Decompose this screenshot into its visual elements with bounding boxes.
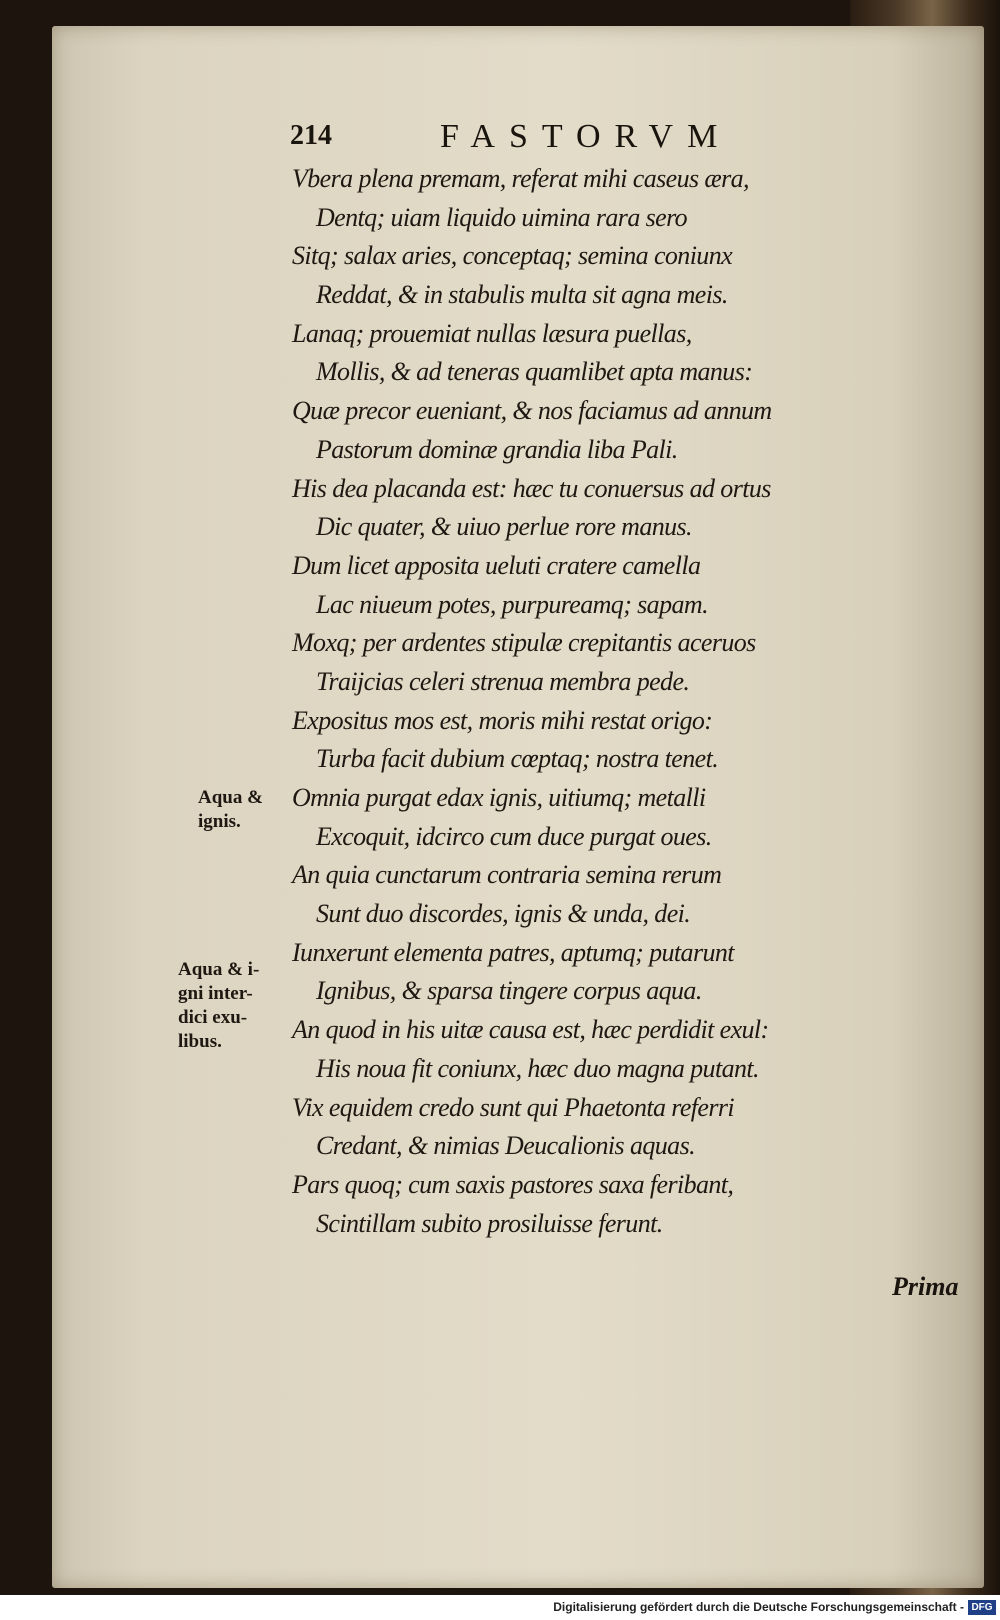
margin-note-line: gni inter- [178,983,253,1004]
verse-line: Moxq; per ardentes stipulæ crepitantis aceruos [292,628,756,658]
verse-line: Pars quoq; cum saxis pastores saxa feribant, [292,1169,734,1199]
margin-note-aqua-ignis [198,786,263,834]
verse-line: Mollis, & ad teneras quamlibet apta manus: [316,357,753,387]
verse-line: Vbera plena premam, referat mihi caseus æra, [292,164,749,193]
verse-line: Credant, & nimias Deucalionis aquas. [316,1131,695,1161]
verse-line: Dic quater, & uiuo perlue rore manus. [316,512,692,542]
verse-line: Expositus mos est, moris mihi restat origo: [292,705,713,735]
margin-note-aqua-igni-interdici [178,958,259,1054]
verse-line: Omnia purgat edax ignis, uitiumq; metalli [292,783,706,812]
verse-list [292,160,862,1243]
verse-line: Iunxerunt elementa patres, aptumq; putarunt [292,937,734,967]
verse-line: Traijcias celeri strenua membra pede. [316,666,690,696]
verse-line: Quæ precor eueniant, & nos faciamus ad annum [292,396,772,426]
verse-line: His noua fit coniunx, hæc duo magna putant. [316,1053,759,1083]
verse-line: Lanaq; prouemiat nullas læsura puellas, [292,318,692,348]
verse-line: Dum licet apposita ueluti cratere camella [292,550,701,580]
verse-line: An quod in his uitæ causa est, hæc perdidit exul: [292,1015,769,1045]
dfg-logo: DFG [968,1600,996,1615]
verse-line: Excoquit, idcirco cum duce purgat oues. [316,821,712,851]
verse-line: Turba facit dubium cœptaq; nostra tenet. [316,744,719,774]
page-number: 214 [290,120,332,151]
running-head [290,118,810,162]
margin-note-line: dici exu- [178,1007,248,1028]
running-title: FASTORVM [440,118,732,155]
verse-line: Sitq; salax aries, conceptaq; semina coniunx [292,241,733,271]
verse-line: Sunt duo discordes, ignis & unda, dei. [316,899,691,929]
footer-bar [0,1597,1000,1620]
verse-line: Reddat, & in stabulis multa sit agna meis. [316,280,728,310]
margin-note-line: Aqua & [198,787,263,808]
footer-credit: Digitalisierung gefördert durch die Deutsche Forschungsgemeinschaft - [553,1600,964,1614]
verse-line: Ignibus, & sparsa tingere corpus aqua. [316,976,702,1006]
margin-note-line: Aqua & i- [178,959,260,980]
verse-line: An quia cunctarum contraria semina rerum [292,860,722,890]
margin-note-line: ignis. [198,811,241,832]
margin-note-line: libus. [178,1031,222,1052]
catchword: Prima [892,1272,959,1301]
verse-line: Lac niueum potes, purpureamq; sapam. [316,589,708,619]
verse-line: Scintillam subito prosiluisse ferunt. [316,1208,663,1238]
verse-line: Dentq; uiam liquido uimina rara sero [316,202,688,232]
verse-line: Vix equidem credo sunt qui Phaetonta referri [292,1092,734,1122]
verse-line: His dea placanda est: hæc tu conuersus ad ortus [292,473,771,503]
verse-line: Pastorum dominæ grandia liba Pali. [316,434,678,464]
